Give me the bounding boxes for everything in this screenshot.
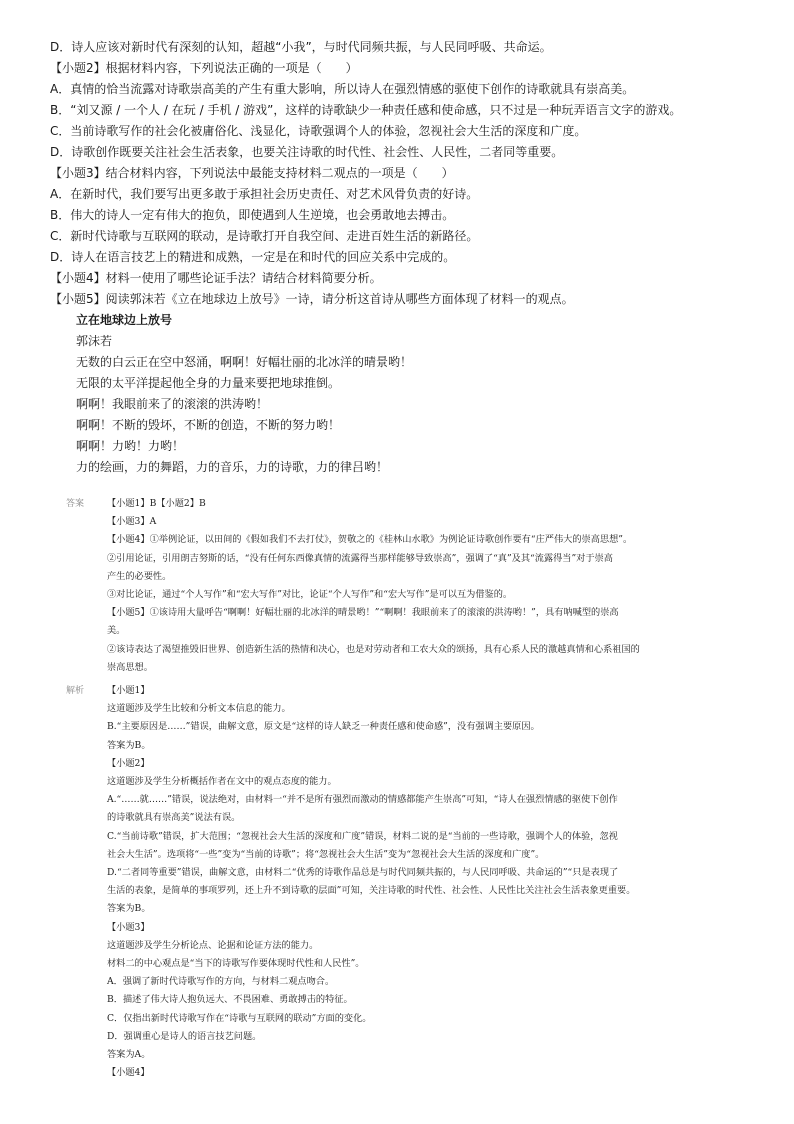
analysis-line: 【小题4】 <box>107 1067 150 1079</box>
analysis-line: A．强调了新时代诗歌写作的方向，与材料二观点吻合。 <box>107 976 335 988</box>
question-line: B．“刘又源 / 一个人 / 在玩 / 手机 / 游戏”，这样的诗歌缺少一种责任感和使命感，只不过是一种玩弄语言文字的游戏。 <box>50 103 682 117</box>
answer-line: 崇高思想。 <box>107 661 153 673</box>
analysis-line: 这道题涉及学生分析论点、论据和论证方法的能力。 <box>107 939 319 951</box>
answer-line: ③对比论证，通过“个人写作”和“宏大写作”对比，论证“个人写作”和“宏大写作”是可以互为借鉴的。 <box>107 589 513 601</box>
question-line: A．真情的恰当流露对诗歌崇高美的产生有重大影响，所以诗人在强烈情感的驱使下创作的诗歌就具有崇高美。 <box>50 82 635 96</box>
question-line: 【小题2】根据材料内容，下列说法正确的一项是（ ） <box>50 61 358 75</box>
analysis-line: 【小题3】 <box>107 921 150 933</box>
question-line: 【小题4】材料一使用了哪些论证手法？请结合材料简要分析。 <box>50 271 382 285</box>
answer-line: 【小题3】A <box>107 516 157 528</box>
answer-line: 美。 <box>107 625 126 637</box>
analysis-line: 的诗歌就具有崇高美”说法有误。 <box>107 812 241 824</box>
analysis-line: D.“二者同等重要”错误，曲解文意，由材料二“优秀的诗歌作品总是与时代同频共振的，与人民同呼吸、共命运的”“只是表现了 <box>107 867 619 879</box>
question-line: D．诗歌创作既要关注社会生活表象，也要关注诗歌的时代性、社会性、人民性，二者同等重要。 <box>50 145 564 159</box>
analysis-line: 这道题涉及学生分析概括作者在文中的观点态度的能力。 <box>107 776 337 788</box>
question-line: 【小题3】结合材料内容，下列说法中最能支持材料二观点的一项是（ ） <box>50 166 454 180</box>
analysis-line: 这道题涉及学生比较和分析文本信息的能力。 <box>107 703 291 715</box>
analysis-line: A.“……就……”错误，说法绝对，由材料一“并不是所有强烈而激动的情感都能产生崇高”可知，“诗人在强烈情感的驱使下创作 <box>107 794 618 806</box>
answer-line: 产生的必要性。 <box>107 570 172 582</box>
analysis-label: 解析 <box>66 686 85 696</box>
analysis-line: 答案为A。 <box>107 1049 151 1061</box>
analysis-line: B．描述了伟大诗人抱负远大、不畏困难、勇敢搏击的特征。 <box>107 994 353 1006</box>
analysis-line: C．仅指出新时代诗歌写作在“诗歌与互联网的联动”方面的变化。 <box>107 1012 372 1024</box>
question-line: C．新时代诗歌与互联网的联动，是诗歌打开自我空间、走进百姓生活的新路径。 <box>50 229 479 243</box>
question-line: C．当前诗歌写作的社会化被庸俗化、浅显化，诗歌强调个人的体验，忽视社会大生活的深度和广度。 <box>50 124 587 138</box>
poem-author: 郭沫若 <box>76 334 113 348</box>
answer-line: ②该诗表达了渴望推毁旧世界、创造新生活的热情和决心，也是对劳动者和工农大众的颂扬，具有心系人民的激越真情和心系祖国的 <box>107 643 640 655</box>
analysis-line: 答案为B。 <box>107 903 151 915</box>
poem-title: 立在地球边上放号 <box>76 313 173 327</box>
answer-line: 【小题4】①举例论证，以田间的《假如我们不去打仗》，贺敬之的《桂林山水歌》为例论证诗歌创作要有“庄严伟大的崇高思想”。 <box>107 534 633 546</box>
question-line: A．在新时代，我们要写出更多敢于承担社会历史责任、对艺术风骨负责的好诗。 <box>50 187 479 201</box>
analysis-line: 答案为B。 <box>107 739 151 751</box>
poem-line: 无限的太平洋提起他全身的力量来要把地球推倒。 <box>76 376 341 390</box>
question-line: 【小题5】阅读郭沫若《立在地球边上放号》一诗，请分析这首诗从哪些方面体现了材料一的观点。 <box>50 292 574 306</box>
answer-line: 【小题1】B【小题2】B <box>107 498 206 509</box>
analysis-line: 材料二的中心观点是“当下的诗歌写作要体现时代性和人民性”。 <box>107 958 365 970</box>
poem-line: 啊啊！力哟！力哟！ <box>76 439 185 453</box>
question-line: D．诗人在语言技艺上的精进和成熟，一定是在和时代的回应关系中完成的。 <box>50 250 456 264</box>
poem-line: 无数的白云正在空中怒涌，啊啊！好幅壮丽的北冰洋的晴景哟！ <box>76 355 413 369</box>
question-line: D．诗人应该对新时代有深刻的认知，超越“小我”，与时代同频共振，与人民同呼吸、共命运。 <box>50 40 552 54</box>
analysis-line: 生活的表象，是简单的事项罗列，还上升不到诗歌的层面”可知，关注诗歌的时代性、社会性、人民性比关注社会生活表象更重要。 <box>107 885 636 897</box>
answer-line: ②引用论证，引用朗吉努斯的话，“没有任何东西像真情的流露得当那样能够导致崇高”，强调了“真”及其“流露得当”对于崇高 <box>107 552 613 564</box>
questions-section <box>50 37 760 478</box>
analysis-line: 社会大生活”。选项将“一些”变为“当前的诗歌”；将“忽视社会大生活”变为“忽视社会大生活的深度和广度”。 <box>107 848 545 860</box>
analysis-line: D．强调重心是诗人的语言技艺问题。 <box>107 1030 262 1042</box>
poem-line: 力的绘画，力的舞蹈，力的音乐，力的诗歌，力的律吕哟！ <box>76 460 389 474</box>
analysis-line: 【小题1】 <box>107 685 150 696</box>
poem-line: 啊啊！不断的毁坏，不断的创造，不断的努力哟！ <box>76 418 341 432</box>
question-line: B．伟大的诗人一定有伟大的抱负，即使遇到人生逆境，也会勇敢地去搏击。 <box>50 208 455 222</box>
answer-label: 答案 <box>66 499 85 509</box>
analysis-line: 【小题2】 <box>107 757 150 769</box>
poem <box>50 310 760 478</box>
analysis-line: B.“主要原因是……”错误，曲解文意，原文是“这样的诗人缺乏一种责任感和使命感”，没有强调主要原因。 <box>107 721 540 733</box>
analysis-line: C.“当前诗歌”错误，扩大范围；“忽视社会大生活的深度和广度”错误，材料二说的是“当前的一些诗歌，强调个人的体验，忽视 <box>107 830 618 842</box>
poem-line: 啊啊！我眼前来了的滚滚的洪涛哟！ <box>76 397 269 411</box>
answer-line: 【小题5】①该诗用大量呼告“啊啊！好幅壮丽的北冰洋的晴景哟！”“啊啊！我眼前来了的滚滚的洪涛哟！”，具有呐喊型的崇高 <box>107 607 619 619</box>
